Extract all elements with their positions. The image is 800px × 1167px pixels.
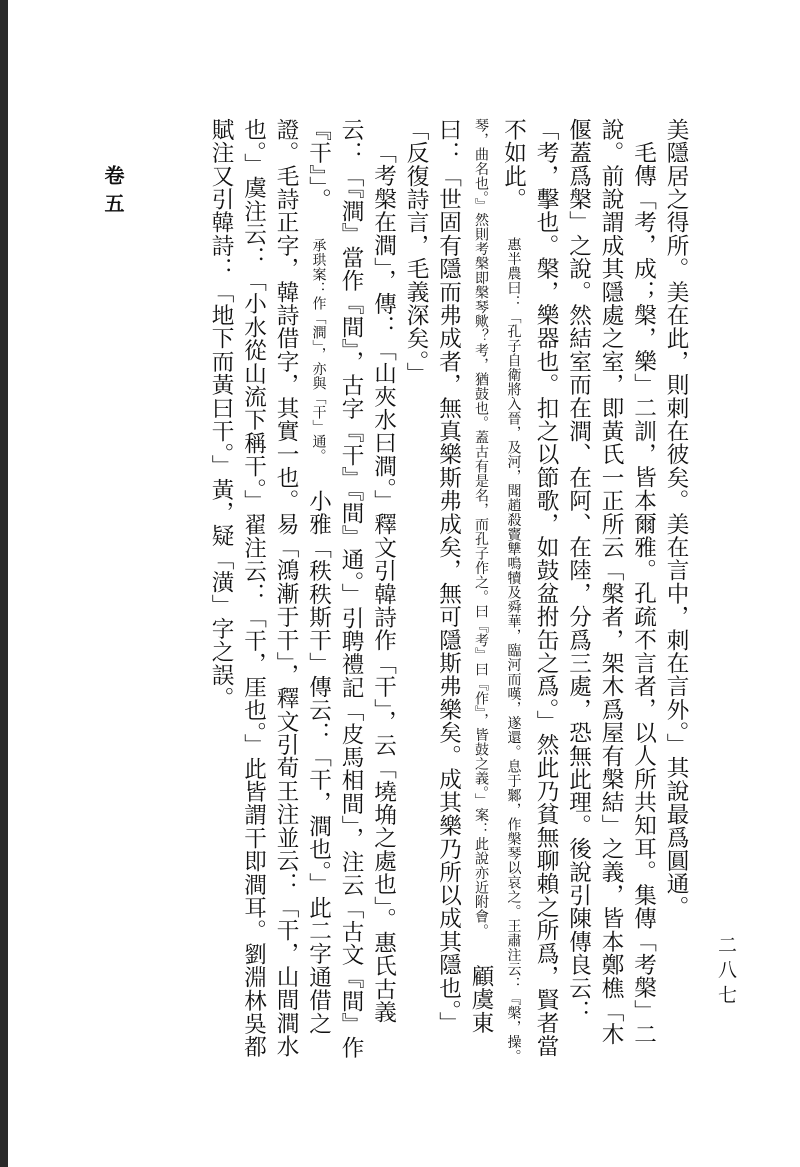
text-run: 美隱居之得所。美在此，則刺在彼矣。美在言中，刺在言外。」其說最爲圓通。 bbox=[663, 118, 689, 919]
paragraph-3 bbox=[205, 118, 400, 1068]
running-head: 卷五 bbox=[101, 165, 125, 221]
paragraph-1 bbox=[660, 118, 693, 1068]
page-edge-shadow bbox=[0, 0, 8, 1167]
text-run: 毛傳「考，成；槃，樂」二訓，皆本爾雅。孔疏不言者，以人所共知耳。集傳「考槃」二說。前說謂成其隱處之室，即黃氏一正所云「槃者，架木爲屋有槃結」之義，皆本鄭樵「木偃蓋爲槃」之說。然結室而在澗、在阿、在陸，分爲三處，恐無此理。後說引陳傳良云：「考，擊也。槃，樂器也。扣之以節歌，如鼓盆拊缶之爲。」然此乃貧無聊賴之所爲，賢者當不如此。 bbox=[500, 118, 657, 1058]
text-run: 小雅「秩秩斯干」傳云：「干，澗也。」此二字通借之證。毛詩正字，韓詩借字，其實一也。易「鴻漸于干」，釋文引荀王注並云：「干，山間澗水也。」虞注云：「小水從山流下稱干。」翟注云：「干，厓也。」此皆謂干即澗耳。劉淵林吳都賦注又引韓詩：「地下而黃曰干。」黃，疑「潢」字之誤。 bbox=[208, 118, 332, 1059]
page-number: 二八七 bbox=[715, 935, 737, 1010]
paragraph-2 bbox=[400, 118, 660, 1068]
interlinear-note: 承珙案：作「澗」，亦與「干」通。 bbox=[310, 238, 327, 464]
interlinear-note: 惠半農曰：「孔子自衛將入晉，及河，聞趙殺竇犨鳴犢及舜華，臨河而嘆，遂還。息于鄹，作槃琴以哀之。王肅注云：『槃，操。琴，曲名也。』然則考槃即槃琴歟？考，猶鼓也。蓋古有是名，而孔子作之。曰『考』曰『作』，皆鼓之義。」案：此說亦近附會。 bbox=[473, 118, 522, 1064]
text-run: 顧虞東曰：「世固有隱而弗成者，無真樂斯弗成矣，無可隱斯弗樂矣。成其樂乃所以成其隱也。」「反復詩言，毛義深矣。」 bbox=[403, 118, 494, 1035]
text-run: 「考槃在澗」，傳：「山夾水曰澗。」釋文引韓詩作「干」，云「墝埆之處也」。惠氏古義云：「『澗』當作『間』，古字『干』『間』通。」引聘禮記「皮馬相間」，注云「古文『間』作『干』」。 bbox=[305, 118, 397, 1060]
main-text bbox=[147, 118, 692, 1068]
